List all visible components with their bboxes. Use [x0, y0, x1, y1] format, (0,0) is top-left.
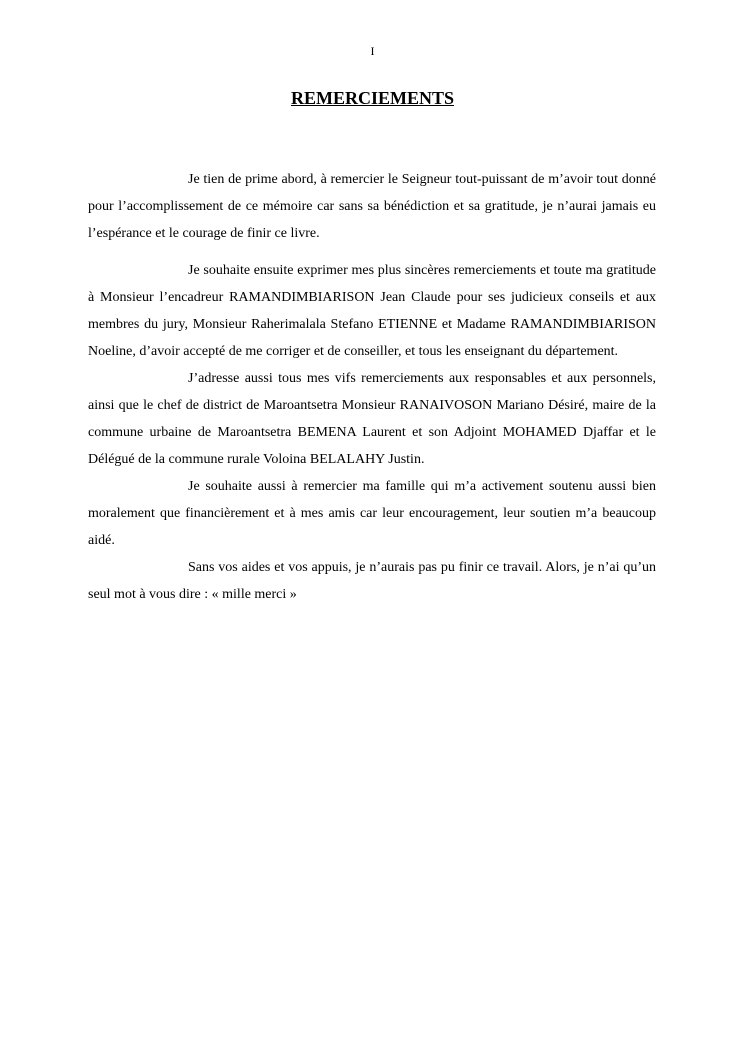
page-number: I — [370, 44, 375, 58]
page-title: REMERCIEMENTS — [290, 88, 455, 108]
paragraph: Je souhaite ensuite exprimer mes plus sincères remerciements et toute ma gratitude à Monsieur l’encadreur RAMANDIMBIARISON Jean Claude pour ses judicieux conseils et aux membres du jury, Monsieur Raherimalala Stefano ETIENNE et Madame RAMANDIMBIARISON Noeline, d’avoir accepté de me corriger et de conseiller, et tous les enseignant du département. — [88, 263, 656, 359]
paragraph: Sans vos aides et vos appuis, je n’aurais pas pu finir ce travail. Alors, je n’ai qu’un seul mot à vous dire : « mille merci » — [88, 560, 656, 602]
paragraph: Je souhaite aussi à remercier ma famille qui m’a activement soutenu aussi bien moralement que financièrement et à mes amis car leur encouragement, leur soutien m’a beaucoup aidé. — [88, 479, 656, 548]
paragraph: J’adresse aussi tous mes vifs remerciements aux responsables et aux personnels, ainsi que le chef de district de Maroantsetra Monsieur RANAIVOSON Mariano Désiré, maire de la commune urbaine de Maroantsetra BEMENA Laurent et son Adjoint MOHAMED Djaffar et le Délégué de la commune rurale Voloina BELALAHY Justin. — [88, 371, 656, 467]
paragraph: Je tien de prime abord, à remercier le Seigneur tout-puissant de m’avoir tout donné pour l’accomplissement de ce mémoire car sans sa bénédiction et sa gratitude, je n’aurai jamais eu l’espérance et le courage de finir ce livre. — [88, 172, 656, 241]
body-text — [88, 166, 656, 608]
